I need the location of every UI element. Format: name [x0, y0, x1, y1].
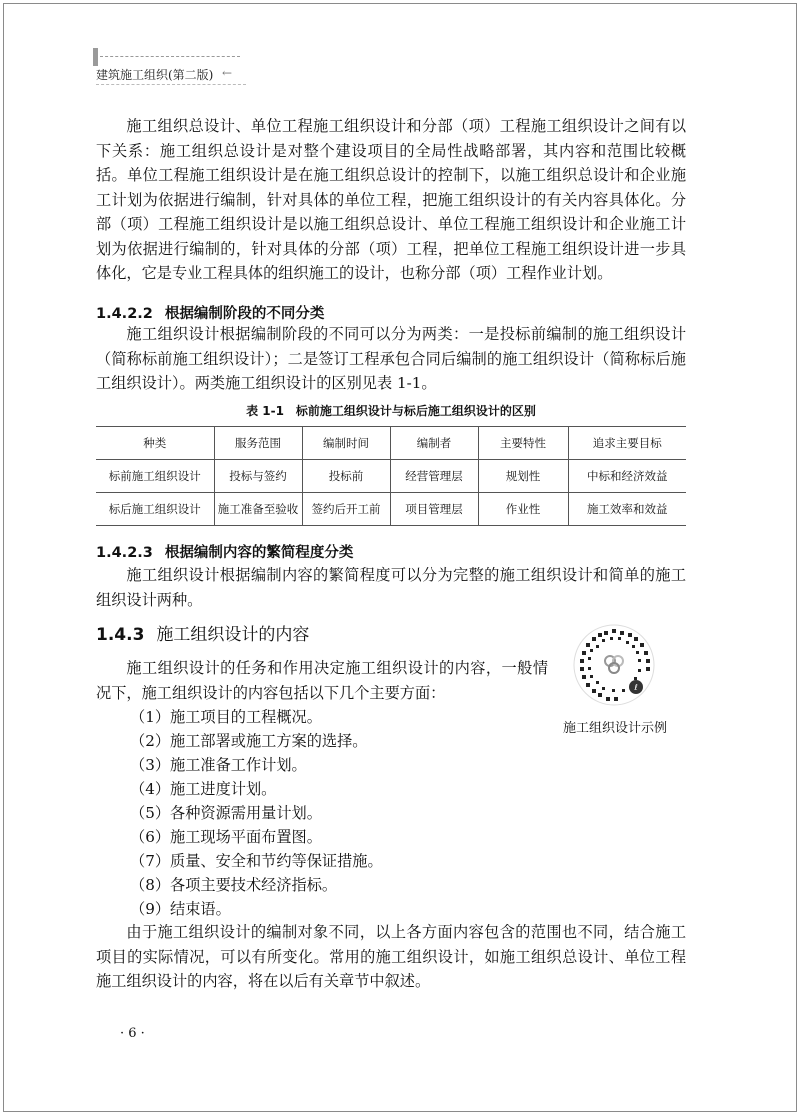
list-item: （2）施工部署或施工方案的选择。: [130, 732, 368, 750]
section-title: 施工组织设计的内容: [156, 625, 310, 645]
list-item: （4）施工进度计划。: [130, 780, 277, 798]
table-cell: 施工准备至验收: [214, 493, 302, 526]
table-cell: 标前施工组织设计: [96, 460, 214, 493]
section-heading-1-4-2-3: [96, 541, 353, 562]
table-cell: 投标与签约: [214, 460, 302, 493]
paragraph-content-intro: 施工组织设计的任务和作用决定施工组织设计的内容，一般情况下，施工组织设计的内容包括以下几个主要方面：: [96, 659, 548, 702]
list-item: （3）施工准备工作计划。: [130, 756, 307, 774]
list-item: （9）结束语。: [130, 900, 231, 918]
table-header-row: [96, 427, 686, 460]
table-cell: 项目管理层: [390, 493, 478, 526]
header-marker: [93, 48, 98, 66]
list-item: （1）施工项目的工程概况。: [130, 708, 322, 726]
table-caption: 表 1-1 标前施工组织设计与标后施工组织设计的区别: [246, 404, 536, 418]
section-heading-1-4-2-2: [96, 302, 324, 323]
table-header-cell: 主要特性: [478, 427, 568, 460]
qr-caption: 施工组织设计示例: [563, 721, 668, 736]
table-cell: 经营管理层: [390, 460, 478, 493]
table-header-cell: 服务范围: [214, 427, 302, 460]
paragraph-closing: 由于施工组织设计的编制对象不同，以上各方面内容包含的范围也不同，结合施工项目的实际情况，可以有所变化。常用的施工组织设计，如施工组织总设计、单位工程施工组织设计的内容，将在以后有关章节中叙述。: [96, 923, 686, 990]
list-item: （7）质量、安全和节约等保证措施。: [130, 852, 383, 870]
arrow-left-icon: ←: [222, 66, 233, 80]
list-item: （8）各项主要技术经济指标。: [130, 876, 338, 894]
table-cell: 投标前: [302, 460, 390, 493]
section-heading-1-4-3: [96, 620, 309, 645]
list-item: （6）施工现场平面布置图。: [130, 828, 322, 846]
table-header-cell: 编制者: [390, 427, 478, 460]
table-cell: 中标和经济效益: [568, 460, 686, 493]
header-rule: [100, 56, 240, 57]
table-header-cell: 追求主要目标: [568, 427, 686, 460]
running-header-title: 建筑施工组织(第二版): [96, 68, 214, 82]
list-item: （5）各种资源需用量计划。: [130, 804, 322, 822]
section-title: 根据编制阶段的不同分类: [164, 306, 325, 322]
table-header-cell: 种类: [96, 427, 214, 460]
section-number: 1.4.3: [96, 625, 145, 645]
svg-text:ℓ: ℓ: [634, 683, 638, 692]
table-cell: 规划性: [478, 460, 568, 493]
section-title: 根据编制内容的繁简程度分类: [164, 545, 354, 561]
table-cell: 施工效率和效益: [568, 493, 686, 526]
section-number: 1.4.2.2: [96, 306, 153, 322]
section-number: 1.4.2.3: [96, 545, 153, 561]
header-underline: [96, 84, 246, 85]
table-cell: 签约后开工前: [302, 493, 390, 526]
table-row: [96, 460, 686, 493]
paragraph-relationships: 施工组织总设计、单位工程施工组织设计和分部（项）工程施工组织设计之间有以下关系：施工组织总设计是对整个建设项目的全局性战略部署，其内容和范围比较概括。单位工程施工组织设计是在施工组织总设计的控制下，以施工组织总设计和企业施工计划为依据进行编制，针对具体的单位工程，把施工组织设计的有关内容具体化。分部（项）工程施工组织设计是以施工组织总设计、单位工程施工组织设计和企业施工计划为依据进行编制的，针对具体的分部（项）工程，把单位工程施工组织设计进一步具体化，它是专业工程具体的组织施工的设计，也称分部（项）工程作业计划。: [96, 117, 686, 282]
table-cell: 标后施工组织设计: [96, 493, 214, 526]
table-row: [96, 493, 686, 526]
table-cell: 作业性: [478, 493, 568, 526]
comparison-table: [96, 426, 686, 526]
paragraph-stage-classification: 施工组织设计根据编制阶段的不同可以分为两类：一是投标前编制的施工组织设计（简称标前施工组织设计）；二是签订工程承包合同后编制的施工组织设计（简称标后施工组织设计）。两类施工组织设计的区别见表 1-1。: [96, 325, 686, 392]
qr-code-image[interactable]: [572, 623, 656, 707]
table-header-cell: 编制时间: [302, 427, 390, 460]
page-number: · 6 ·: [120, 1026, 145, 1041]
paragraph-detail-classification: 施工组织设计根据编制内容的繁简程度可以分为完整的施工组织设计和简单的施工组织设计两种。: [96, 566, 686, 609]
